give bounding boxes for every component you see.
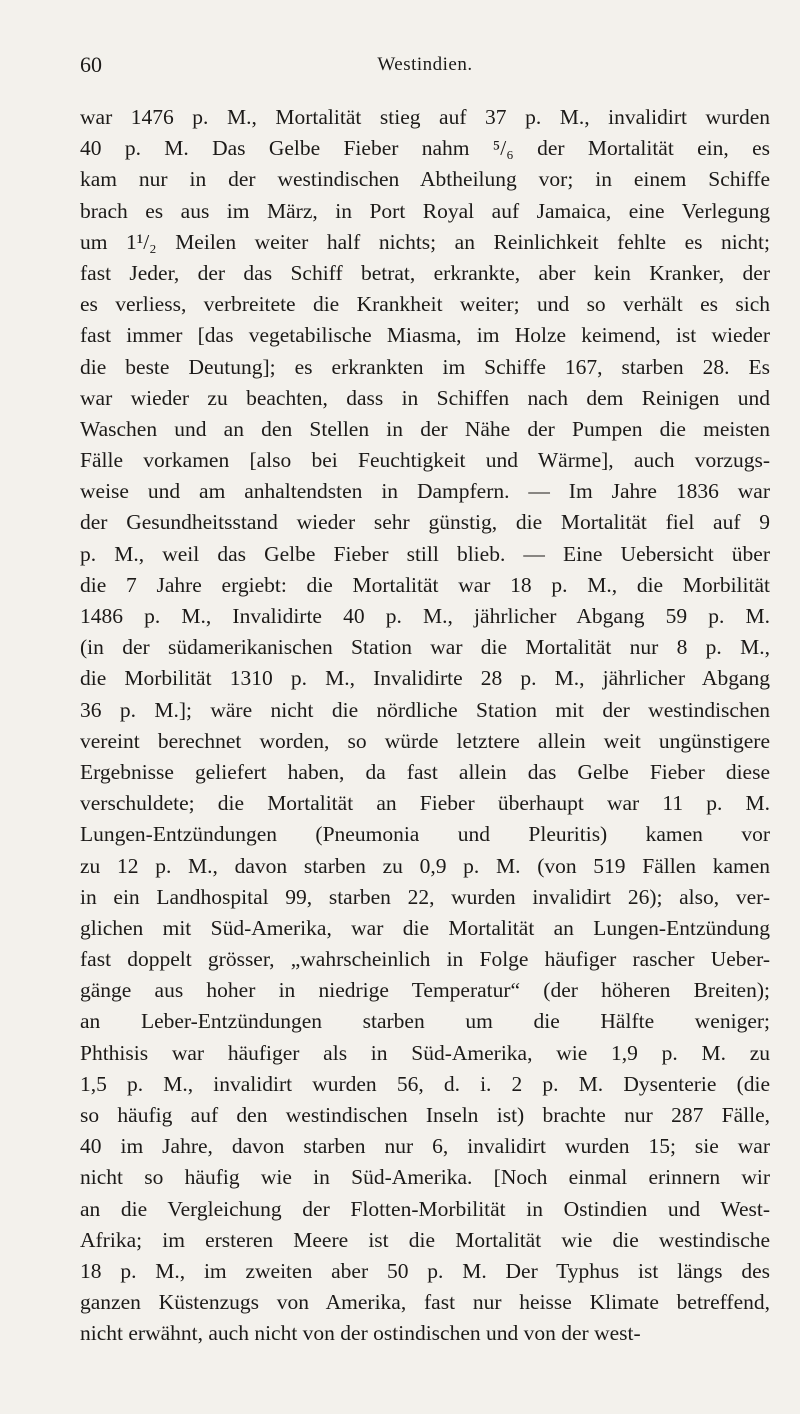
text-line: um 1¹/₂ Meilen weiter half nichts; an Reinlichkeit fehlte es nicht;	[80, 229, 770, 254]
text-line: an die Vergleichung der Flotten-Morbilität in Ostindien und West-	[80, 1196, 770, 1221]
text-line: es verliess, verbreitete die Krankheit weiter; und so verhält es sich	[80, 292, 770, 317]
text-line: an Leber-Entzündungen starben um die Hälfte weniger;	[80, 1009, 770, 1034]
text-line: Waschen und an den Stellen in der Nähe der Pumpen die meisten	[80, 416, 770, 441]
text-line: Phthisis war häufiger als in Süd-Amerika, wie 1,9 p. M. zu	[80, 1040, 770, 1065]
text-line: 36 p. M.]; wäre nicht die nördliche Station mit der westindischen	[80, 697, 770, 722]
text-line: der Gesundheitsstand wieder sehr günstig, die Mortalität fiel auf 9	[80, 510, 770, 535]
text-line: 40 p. M. Das Gelbe Fieber nahm ⁵/₆ der Mortalität ein, es	[80, 136, 770, 161]
text-line: weise und am anhaltendsten in Dampfern. — Im Jahre 1836 war	[80, 479, 770, 504]
text-line: Fälle vorkamen [also bei Feuchtigkeit und Wärme], auch vorzugs-	[80, 448, 770, 473]
text-line: zu 12 p. M., davon starben zu 0,9 p. M. (von 519 Fällen kamen	[80, 853, 770, 878]
text-line: war 1476 p. M., Mortalität stieg auf 37 p. M., invalidirt wurden	[80, 105, 770, 129]
text-line: 40 im Jahre, davon starben nur 6, invalidirt wurden 15; sie war	[80, 1134, 770, 1159]
text-line: Afrika; im ersteren Meere ist die Mortalität wie die westindische	[80, 1227, 770, 1252]
text-line: nicht so häufig wie in Süd-Amerika. [Noch einmal erinnern wir	[80, 1165, 770, 1190]
page-header	[80, 52, 770, 82]
text-line: p. M., weil das Gelbe Fieber still blieb. — Eine Uebersicht über	[80, 541, 770, 566]
text-line: brach es aus im März, in Port Royal auf Jamaica, eine Verlegung	[80, 198, 770, 223]
text-line: in ein Landhospital 99, starben 22, wurden invalidirt 26); also, ver-	[80, 884, 770, 909]
body-text	[80, 102, 770, 1350]
text-line: Lungen-Entzündungen (Pneumonia und Pleuritis) kamen vor	[80, 822, 770, 847]
running-head: Westindien.	[377, 54, 473, 75]
text-line: 18 p. M., im zweiten aber 50 p. M. Der Typhus ist längs des	[80, 1258, 770, 1283]
text-line: (in der südamerikanischen Station war die Mortalität nur 8 p. M.,	[80, 635, 770, 660]
text-line: die Morbilität 1310 p. M., Invalidirte 28 p. M., jährlicher Abgang	[80, 666, 770, 691]
text-line: ganzen Küstenzugs von Amerika, fast nur heisse Klimate betreffend,	[80, 1290, 770, 1315]
text-line: die beste Deutung]; es erkrankten im Schiffe 167, starben 28. Es	[80, 354, 770, 379]
text-line: fast immer [das vegetabilische Miasma, im Holze keimend, ist wieder	[80, 323, 770, 348]
text-line: nicht erwähnt, auch nicht von der ostindischen und von der west-	[80, 1321, 641, 1346]
text-line: kam nur in der westindischen Abtheilung vor; in einem Schiffe	[80, 167, 770, 192]
text-line: so häufig auf den westindischen Inseln ist) brachte nur 287 Fälle,	[80, 1103, 770, 1127]
text-line: Ergebnisse geliefert haben, da fast allein das Gelbe Fieber diese	[80, 759, 770, 784]
text-line: vereint berechnet worden, so würde letztere allein weit ungünstigere	[80, 728, 770, 753]
text-line: war wieder zu beachten, dass in Schiffen nach dem Reinigen und	[80, 385, 770, 410]
text-line: die 7 Jahre ergiebt: die Mortalität war 18 p. M., die Morbilität	[80, 572, 770, 597]
text-line: glichen mit Süd-Amerika, war die Mortalität an Lungen-Entzündung	[80, 915, 770, 940]
text-line: 1,5 p. M., invalidirt wurden 56, d. i. 2 p. M. Dysenterie (die	[80, 1071, 770, 1096]
text-line: fast doppelt grösser, „wahrscheinlich in Folge häufiger rascher Ueber-	[80, 947, 770, 972]
text-line: 1486 p. M., Invalidirte 40 p. M., jährlicher Abgang 59 p. M.	[80, 604, 770, 628]
text-line: gänge aus hoher in niedrige Temperatur“ (der höheren Breiten);	[80, 978, 770, 1003]
page-number: 60	[80, 52, 102, 77]
text-line: verschuldete; die Mortalität an Fieber überhaupt war 11 p. M.	[80, 791, 770, 816]
text-line: fast Jeder, der das Schiff betrat, erkrankte, aber kein Kranker, der	[80, 260, 770, 285]
